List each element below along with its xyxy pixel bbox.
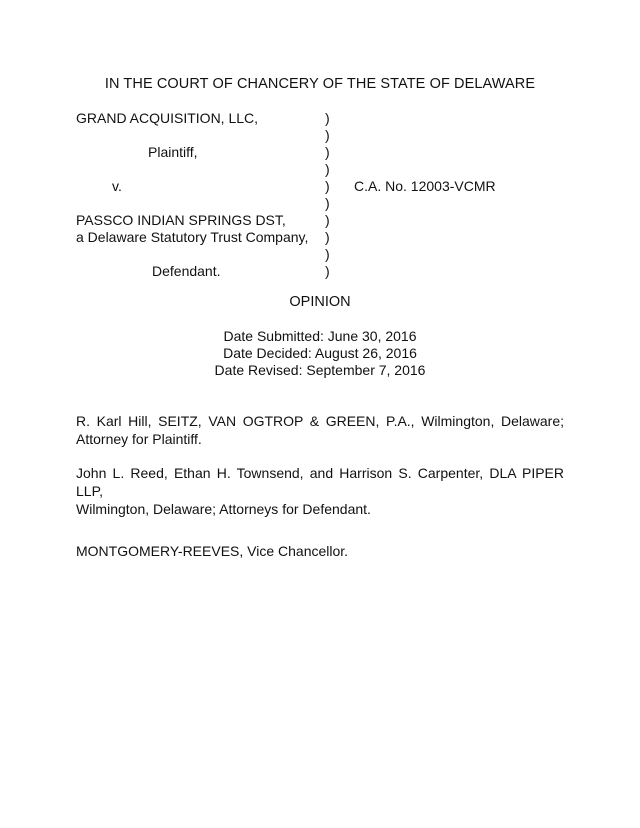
caption-paren: ) — [325, 229, 330, 245]
opinion-author: MONTGOMERY-REEVES, Vice Chancellor. — [76, 543, 349, 559]
caption-paren: ) — [325, 263, 330, 279]
date-decided: Date Decided: August 26, 2016 — [223, 345, 417, 361]
plaintiff-role: Plaintiff, — [148, 144, 198, 160]
court-title: IN THE COURT OF CHANCERY OF THE STATE OF DELAWARE — [104, 76, 536, 92]
plaintiff-counsel-line: R. Karl Hill, SEITZ, VAN OGTROP & GREEN, P.A., Wilmington, Delaware; — [76, 413, 564, 429]
caption-paren: ) — [325, 246, 330, 262]
plaintiff-counsel — [76, 412, 564, 448]
defendant-description: a Delaware Statutory Trust Company, — [76, 229, 309, 245]
defendant-name: PASSCO INDIAN SPRINGS DST, — [76, 212, 286, 228]
caption-paren: ) — [325, 178, 330, 194]
caption-paren: ) — [325, 144, 330, 160]
versus: v. — [112, 178, 122, 194]
defendant-counsel — [76, 464, 564, 518]
defendant-counsel-line: Wilmington, Delaware; Attorneys for Defendant. — [76, 501, 371, 517]
plaintiff-name: GRAND ACQUISITION, LLC, — [76, 110, 259, 126]
caption-paren: ) — [325, 195, 330, 211]
case-number: C.A. No. 12003-VCMR — [354, 178, 496, 194]
caption-paren: ) — [325, 127, 330, 143]
caption-paren: ) — [325, 212, 330, 228]
plaintiff-counsel-line: Attorney for Plaintiff. — [76, 431, 202, 447]
document-type: OPINION — [289, 294, 351, 310]
caption-paren: ) — [325, 161, 330, 177]
date-submitted: Date Submitted: June 30, 2016 — [223, 328, 417, 344]
defendant-role: Defendant. — [152, 263, 221, 279]
date-revised: Date Revised: September 7, 2016 — [214, 362, 426, 378]
defendant-counsel-line: John L. Reed, Ethan H. Townsend, and Harrison S. Carpenter, DLA PIPER LLP, — [76, 465, 564, 499]
caption-paren: ) — [325, 110, 330, 126]
